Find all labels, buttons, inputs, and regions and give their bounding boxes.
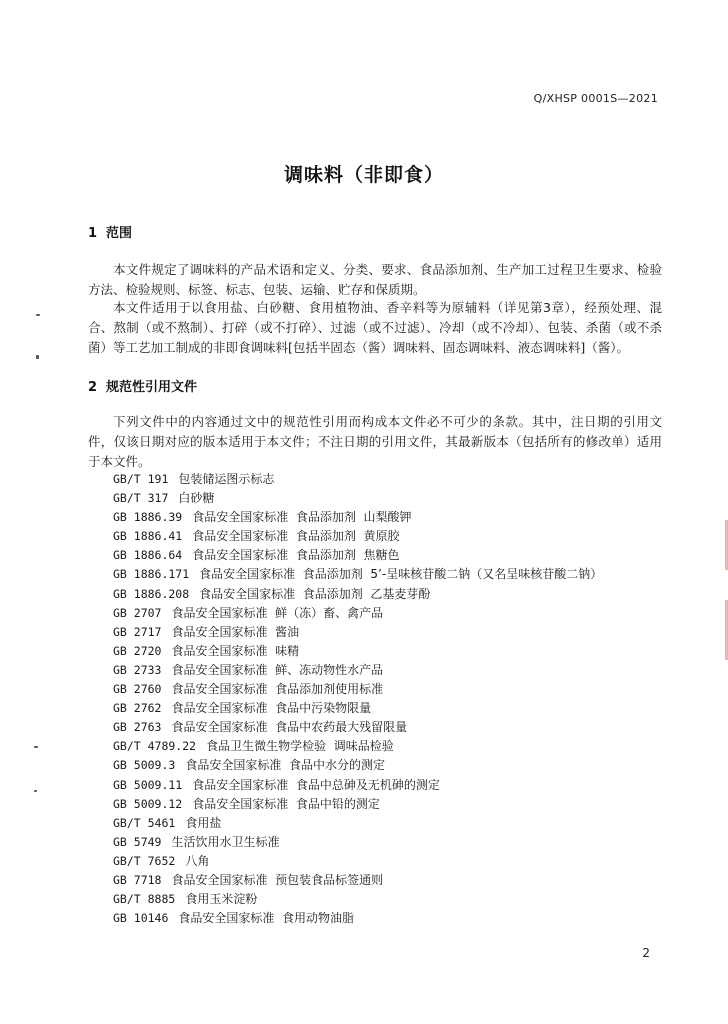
reference-code: GB/T 317 xyxy=(113,491,169,506)
reference-code: GB/T 191 xyxy=(113,472,169,486)
reference-code: GB/T 7652 xyxy=(113,853,176,868)
reference-title: 食品安全国家标准 食品添加剂使用标准 xyxy=(171,682,384,697)
reference-item xyxy=(113,680,602,699)
scan-speck xyxy=(34,746,38,748)
reference-code: GB 1886.171 xyxy=(113,567,190,582)
reference-item xyxy=(113,565,602,584)
reference-title: 食品安全国家标准 鲜、冻动物性水产品 xyxy=(171,662,384,677)
reference-code: GB 1886.41 xyxy=(113,529,183,544)
reference-title: 食品安全国家标准 酱油 xyxy=(171,624,300,639)
reference-title: 食品安全国家标准 食品添加剂 5’-呈味核苷酸二钠（又名呈味核苷酸二钠） xyxy=(199,567,603,582)
reference-code: GB 5749 xyxy=(113,834,162,849)
reference-title: 食品安全国家标准 食用动物油脂 xyxy=(178,911,355,926)
reference-title: 八角 xyxy=(185,853,210,868)
reference-code: GB 5009.3 xyxy=(113,758,176,773)
section-1-number: 1 xyxy=(88,226,98,241)
standard-code: Q/XHSP 0001S—2021 xyxy=(533,92,658,105)
reference-title: 食品安全国家标准 食品添加剂 焦糖色 xyxy=(192,548,400,563)
section-2-heading xyxy=(88,376,197,395)
scan-speck xyxy=(36,314,40,316)
reference-item xyxy=(113,833,602,852)
reference-title: 生活饮用水卫生标准 xyxy=(171,834,280,849)
reference-item xyxy=(113,776,602,795)
reference-item xyxy=(113,795,602,814)
reference-list xyxy=(113,470,602,928)
reference-title: 食品安全国家标准 食品中水分的测定 xyxy=(185,758,385,773)
reference-code: GB 2717 xyxy=(113,624,162,639)
reference-code: GB 2720 xyxy=(113,643,162,658)
reference-code: GB/T 4789.22 xyxy=(113,739,197,754)
reference-item xyxy=(113,852,602,871)
reference-item xyxy=(113,890,602,909)
reference-code: GB 5009.12 xyxy=(113,796,183,811)
reference-title: 食品安全国家标准 食品添加剂 乙基麦芽酚 xyxy=(199,586,431,601)
reference-title: 白砂糖 xyxy=(178,491,215,506)
reference-code: GB 10146 xyxy=(113,911,169,926)
reference-item xyxy=(113,623,602,642)
reference-item xyxy=(113,604,602,623)
section-1-title: 范围 xyxy=(106,226,133,241)
reference-title: 食品安全国家标准 预包装食品标签通则 xyxy=(171,872,384,887)
reference-item xyxy=(113,546,602,565)
reference-code: GB/T 5461 xyxy=(113,815,176,830)
reference-title: 食用玉米淀粉 xyxy=(185,892,258,907)
reference-code: GB 2707 xyxy=(113,605,162,620)
scan-speck xyxy=(36,355,39,359)
reference-title: 食品安全国家标准 食品中农药最大残留限量 xyxy=(171,720,408,735)
scope-paragraph-1: 本文件规定了调味料的产品术语和定义、分类、要求、食品添加剂、生产加工过程卫生要求、检验方法、检验规则、标签、标志、包装、运输、贮存和保质期。 xyxy=(88,262,662,297)
reference-title: 包装储运图示标志 xyxy=(178,472,275,486)
reference-item xyxy=(113,642,602,661)
reference-title: 食品安全国家标准 食品中污染物限量 xyxy=(171,701,372,716)
reference-title: 食品卫生微生物学检验 调味品检验 xyxy=(206,739,394,754)
reference-code: GB 1886.39 xyxy=(113,510,183,525)
reference-code: GB 7718 xyxy=(113,872,162,887)
reference-item xyxy=(113,699,602,718)
scan-speck xyxy=(34,790,37,792)
reference-item xyxy=(113,661,602,680)
reference-item xyxy=(113,470,602,489)
page-number: 2 xyxy=(642,946,650,960)
reference-item xyxy=(113,508,602,527)
reference-title: 食品安全国家标准 食品中总砷及无机砷的测定 xyxy=(192,777,440,792)
reference-title: 食品安全国家标准 食品中铅的测定 xyxy=(192,796,380,811)
reference-item xyxy=(113,871,602,890)
reference-code: GB 2733 xyxy=(113,662,162,677)
reference-title: 食品安全国家标准 鲜（冻）畜、禽产品 xyxy=(171,605,384,620)
scope-paragraph-2: 本文件适用于以食用盐、白砂糖、食用植物油、香辛料等为原辅料（详见第3章），经预处理、混合、熬制（或不熬制）、打碎（或不打碎）、过滤（或不过滤）、冷却（或不冷却）、包装、杀菌（或不杀菌）等工艺加工制成的非即食调味料[包括半固态（酱）调味料、固态调味料、液态调味料]（酱）。 xyxy=(88,300,662,355)
section-2-title: 规范性引用文件 xyxy=(106,380,198,395)
section-1-heading xyxy=(88,222,132,241)
reference-item xyxy=(113,585,602,604)
reference-item xyxy=(113,527,602,546)
reference-code: GB 1886.64 xyxy=(113,548,183,563)
section-2-number: 2 xyxy=(88,380,98,395)
reference-code: GB/T 8885 xyxy=(113,892,176,907)
reference-title: 食品安全国家标准 味精 xyxy=(171,643,300,658)
reference-code: GB 5009.11 xyxy=(113,777,183,792)
reference-code: GB 1886.208 xyxy=(113,586,190,601)
document-title: 调味料（非即食） xyxy=(283,164,444,186)
reference-item xyxy=(113,756,602,775)
reference-code: GB 2762 xyxy=(113,701,162,716)
reference-code: GB 2760 xyxy=(113,682,162,697)
references-intro: 下列文件中的内容通过文中的规范性引用而构成本文件必不可少的条款。其中，注日期的引用文件，仅该日期对应的版本适用于本文件；不注日期的引用文件，其最新版本（包括所有的修改单）适用于本文件。 xyxy=(88,414,662,469)
reference-title: 食用盐 xyxy=(185,815,222,830)
reference-item xyxy=(113,489,602,508)
reference-title: 食品安全国家标准 食品添加剂 黄原胶 xyxy=(192,529,400,544)
reference-item xyxy=(113,737,602,756)
reference-item xyxy=(113,814,602,833)
reference-title: 食品安全国家标准 食品添加剂 山梨酸钾 xyxy=(192,510,412,525)
reference-item xyxy=(113,718,602,737)
reference-code: GB 2763 xyxy=(113,720,162,735)
reference-item xyxy=(113,909,602,928)
